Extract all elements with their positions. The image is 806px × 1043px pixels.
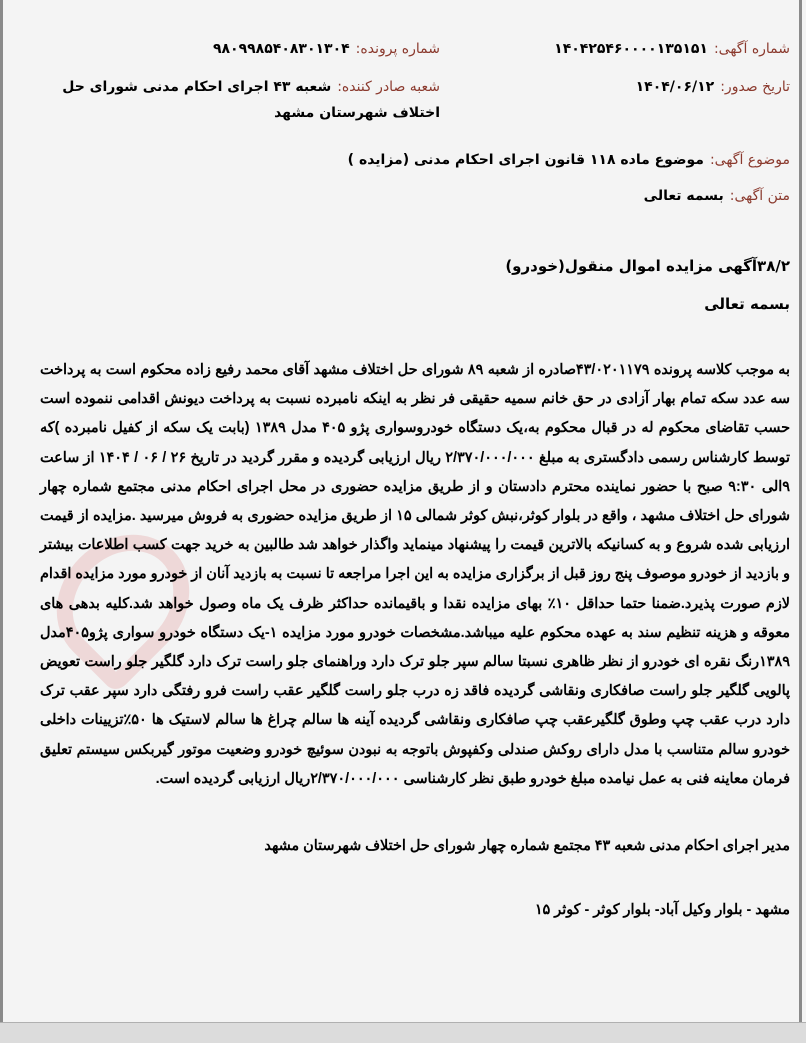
file-number-value: ۹۸۰۹۹۸۵۴۰۸۳۰۱۳۰۴ <box>212 41 350 57</box>
issue-date-field <box>636 74 790 100</box>
issuer-field <box>30 74 440 126</box>
announcement-header <box>30 0 790 240</box>
announcement-body: به موجب کلاسه پرونده ۴۳/۰۲۰۱۱۷۹صادره از شعبه ۸۹ شورای حل اختلاف مشهد آقای محمد رفیع زاده محکوم است به پرداخت سه عدد سکه تمام بهار آزادی در حق خانم سمیه حقیقی فر نظر به اینکه نامبرده نسبت به پرداخت دیونش اقدامی ننموده است حسب تقاضای محکوم له در قبال محکوم به،یک دستگاه خودروسواری پژو ۴۰۵ مدل ۱۳۸۹ (بابت یک سکه از کفیل نامبرده )که توسط کارشناس رسمی دادگستری به مبلغ ۲/۳۷۰/۰۰۰/۰۰۰ ریال ارزیابی گردیده و مقرر گردید در تاریخ ۲۶ / ۰۶ / ۱۴۰۴ از ساعت ۹الی ۹:۳۰ صبح با حضور نماینده محترم دادستان و از طریق مزایده حضوری در محل اجرای احکام مدنی مجتمع شماره چهار شورای حل اختلاف مشهد ، واقع در بلوار کوثر،نبش کوثر شمالی ۱۵ از طریق مزایده حضوری به فروش میرسید .مزایده از قیمت ارزیابی شده شروع و به کسانیکه بالاترین قیمت را پیشنهاد مینماید واگذار خواهد شد طالبین به خرید جهت کسب اطلاعات بیشتر و بازدید از خودرو موصوف پنج روز قبل از برگزاری مزایده به این اجرا مراجعه تا نسبت به بازدید آنان از خودرو مورد مزایده اقدام لازم صورت پذیرد.ضمنا حتما حداقل ۱۰٪ بهای مزایده نقدا و باقیمانده حداکثر ظرف یک ماه وصول خواهد شد.کلیه بدهی های معوقه و هزینه تنظیم سند به عهده محکوم علیه میباشد.مشخصات خودرو مورد مزایده ۱-یک دستگاه خودرو سواری پژو۴۰۵مدل ۱۳۸۹رنگ نقره ای خودرو از نظر ظاهری نسبتا سالم سپر جلو ترک دارد وراهنمای جلو راست ترک دارد گلگیر جلو راست تعویض پالویی گلگیر جلو راست صافکاری ونقاشی گردیده فاقد زه درب جلو راست گلگیر عقب راست فرو رفتگی دارد سپر عقب ترک دارد درب عقب چپ وطوق گلگیرعقب چپ صافکاری ونقاشی گردیده آینه ها سالم چراغ ها سالم لاستیک ها ۵۰٪تزیینات داخلی خودرو سالم متناسب با مدل دارای روکش صندلی وکفپوش باتوجه به نبودن سوئیچ خودرو وضعیت موتور گیربکس سیستم تعلیق فرمان معاینه فنی به عمل نیامده مبلغ خودرو طبق نظر کارشناسی ۲/۳۷۰/۰۰۰/۰۰۰ریال ارزیابی گردیده است. <box>40 362 791 787</box>
announcement-content <box>40 254 790 922</box>
subject-value: موضوع ماده ۱۱۸ قانون اجرای احکام مدنی (مزایده ) <box>347 152 704 168</box>
ad-number-value: ۱۴۰۴۲۵۴۶۰۰۰۰۱۳۵۱۵۱ <box>554 41 708 57</box>
file-number-field <box>213 36 440 62</box>
subject-field <box>348 147 790 173</box>
issue-date-label: تاریخ صدور: <box>720 79 790 95</box>
issuer-value: شعبه ۴۳ اجرای احکام مدنی شورای حل اختلاف شهرستان مشهد <box>62 79 440 121</box>
address: مشهد - بلوار وکیل آباد- بلوار کوثر - کوثر ۱۵ <box>534 902 790 919</box>
subject-label: موضوع آگهی: <box>709 152 790 168</box>
text-field <box>644 183 790 209</box>
issue-date-value: ۱۴۰۴/۰۶/۱۲ <box>635 79 715 95</box>
text-label: متن آگهی: <box>729 188 790 204</box>
text-intro: بسمه تعالی <box>643 188 724 204</box>
signer: مدیر اجرای احکام مدنی شعبه ۴۳ مجتمع شماره چهار شورای حل اختلاف شهرستان مشهد <box>264 838 790 855</box>
bottom-bar <box>0 1022 806 1043</box>
ad-number-label: شماره آگهی: <box>713 41 790 57</box>
announcement-subtitle: بسمه تعالی <box>704 295 790 313</box>
issuer-label: شعبه صادر کننده: <box>337 79 440 95</box>
announcement-title: ۳۸/۲آگهی مزایده اموال منقول(خودرو) <box>505 257 790 275</box>
file-number-label: شماره پرونده: <box>355 41 440 57</box>
ad-number-field <box>554 36 790 62</box>
